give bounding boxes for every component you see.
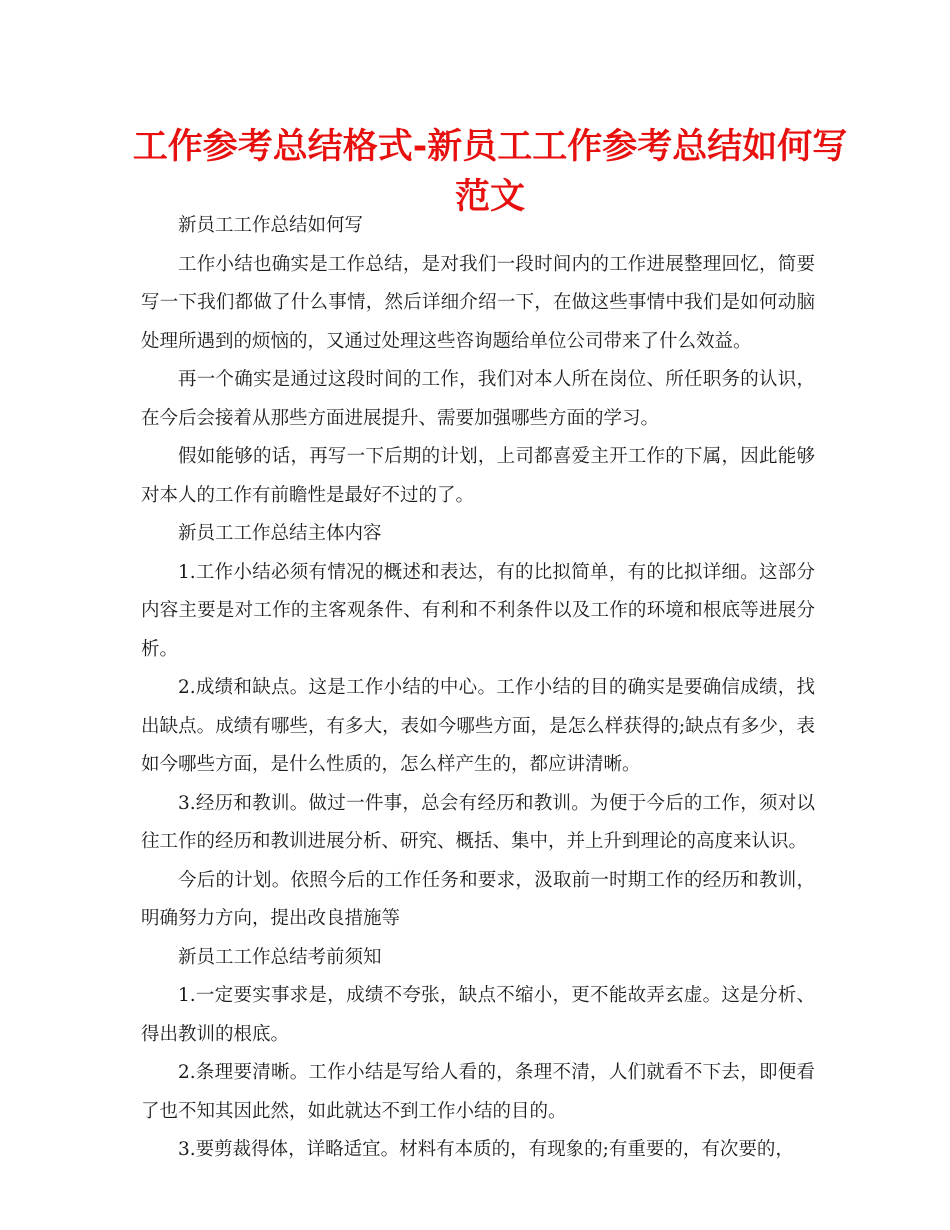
paragraph: 3.经历和教训。做过一件事，总会有经历和教训。为便于今后的工作，须对以往工作的经历和教训进展分析、研究、概括、集中，并上升到理论的高度来认识。 [141,792,815,852]
paragraph: 1.一定要实事求是，成绩不夸张，缺点不缩小，更不能故弄玄虚。这是分析、得出教训的根底。 [141,985,815,1045]
paragraph: 工作小结也确实是工作总结，是对我们一段时间内的工作进展整理回忆，简要写一下我们都做了什么事情，然后详细介绍一下，在做这些事情中我们是如何动脑处理所遇到的烦恼的，又通过处理这些咨询题给单位公司带来了什么效益。 [141,253,815,352]
paragraph: 1.工作小结必须有情况的概述和表达，有的比拟简单，有的比拟详细。这部分内容主要是对工作的主客观条件、有利和不利条件以及工作的环境和根底等进展分析。 [141,561,815,660]
paragraph: 假如能够的话，再写一下后期的计划，上司都喜爱主开工作的下属，因此能够对本人的工作有前瞻性是最好不过的了。 [141,446,815,506]
paragraph-heading-main-content: 新员工工作总结主体内容 [178,523,382,544]
document-body [141,207,815,1170]
paragraph: 3.要剪裁得体，详略适宜。材料有本质的，有现象的;有重要的，有次要的， [178,1139,794,1160]
document-title: 工作参考总结格式-新员工工作参考总结如何写范文 [132,127,848,217]
paragraph: 2.条理要清晰。工作小结是写给人看的，条理不清，人们就看不下去，即便看了也不知其因此然，如此就达不到工作小结的目的。 [141,1062,815,1122]
paragraph-heading-notes: 新员工工作总结考前须知 [178,946,382,968]
paragraph: 再一个确实是通过这段时间的工作，我们对本人所在岗位、所任职务的认识，在今后会接着从那些方面进展提升、需要加强哪些方面的学习。 [141,369,815,429]
paragraph-heading-how-to-write: 新员工工作总结如何写 [178,215,364,236]
paragraph: 今后的计划。依照今后的工作任务和要求，汲取前一时期工作的经历和教训，明确努力方向，提出改良措施等 [141,869,815,929]
paragraph: 2.成绩和缺点。这是工作小结的中心。工作小结的目的确实是要确信成绩，找出缺点。成绩有哪些，有多大，表如今哪些方面，是怎么样获得的;缺点有多少，表如今哪些方面，是什么性质的，怎么样产生的，都应讲清晰。 [141,677,815,775]
